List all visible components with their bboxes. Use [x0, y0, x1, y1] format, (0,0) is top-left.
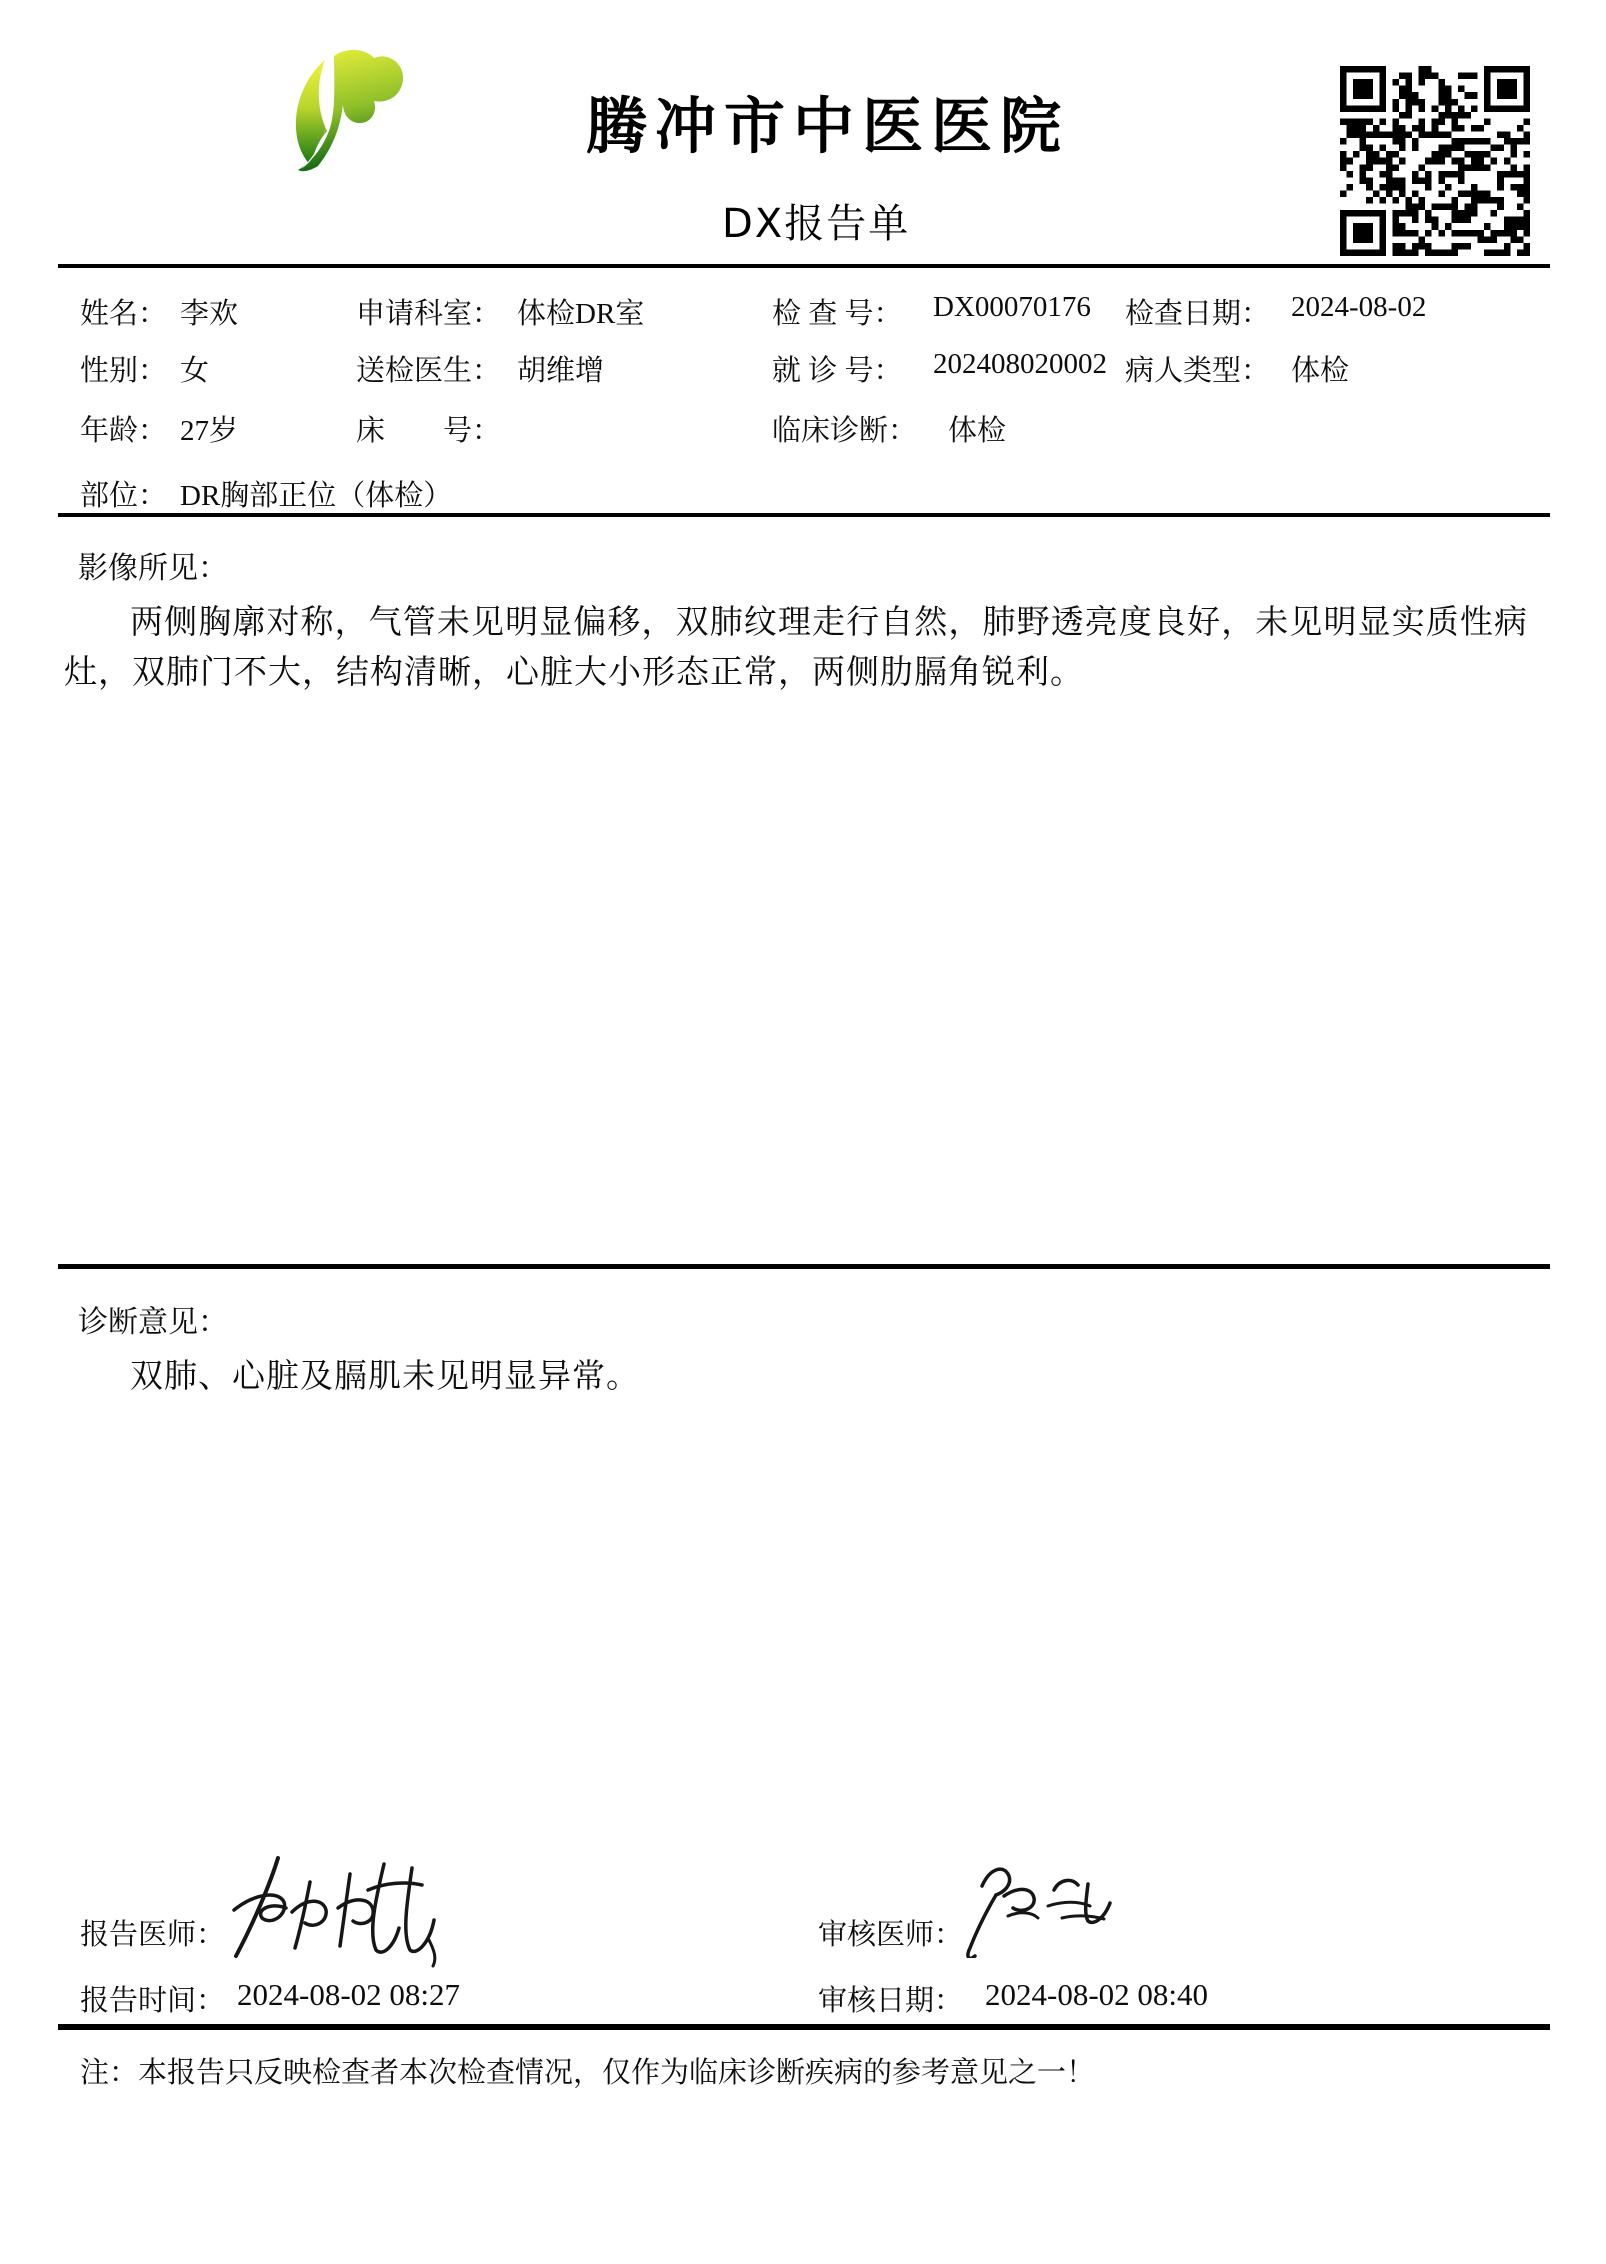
visit-no-value: 202408020002	[933, 348, 1107, 380]
review-doctor-label: 审核医师：	[818, 1919, 964, 1951]
hospital-logo	[270, 48, 412, 174]
clinical-diagnosis-label: 临床诊断：	[772, 415, 918, 447]
patient-info-divider	[58, 513, 1550, 517]
request-dept-label: 申请科室：	[356, 298, 502, 330]
review-date-label: 审核日期：	[818, 1985, 964, 2017]
request-doctor-label: 送检医生：	[356, 355, 502, 387]
clinical-diagnosis-value: 体检	[948, 415, 1007, 447]
findings-body: 两侧胸廓对称，气管未见明显偏移，双肺纹理走行自然，肺野透亮度良好，未见明显实质性病灶，双肺门不大，结构清晰，心脏大小形态正常，两侧肋膈角锐利。	[64, 605, 1528, 691]
body-part-label: 部位：	[80, 480, 168, 512]
review-doctor-signature	[958, 1858, 1138, 1958]
gender-label: 性别：	[80, 355, 168, 387]
body-part-value: DR胸部正位（体检）	[180, 480, 453, 512]
name-value: 李欢	[180, 298, 239, 330]
review-date-value: 2024-08-02 08:40	[985, 1977, 1209, 2012]
age-value: 27岁	[180, 415, 239, 447]
gender-value: 女	[180, 355, 210, 387]
bed-no-label: 床 号：	[356, 415, 502, 447]
report-doctor-label: 报告医师：	[80, 1919, 226, 1951]
diagnosis-body: 双肺、心脏及膈肌未见明显异常。	[130, 1359, 640, 1395]
report-doctor-signature	[226, 1856, 458, 1968]
report-title: DX报告单	[722, 201, 911, 247]
diagnosis-divider	[58, 1264, 1550, 1269]
visit-no-label: 就 诊 号：	[772, 355, 903, 387]
qr-code	[1340, 66, 1530, 256]
request-dept-value: 体检DR室	[517, 298, 645, 330]
age-label: 年龄：	[80, 415, 168, 447]
footer-note: 注：本报告只反映检查者本次检查情况，仅作为临床诊断疾病的参考意见之一！	[80, 2057, 1096, 2089]
patient-type-label: 病人类型：	[1125, 355, 1271, 387]
exam-no-label: 检 查 号：	[772, 298, 903, 330]
report-time-label: 报告时间：	[80, 1985, 226, 2017]
diagnosis-title: 诊断意见：	[78, 1306, 228, 1339]
exam-no-value: DX00070176	[933, 291, 1091, 323]
header-divider	[58, 264, 1550, 268]
report-time-value: 2024-08-02 08:27	[237, 1977, 461, 2012]
request-doctor-value: 胡维增	[517, 355, 605, 387]
findings-title: 影像所见：	[78, 552, 228, 585]
name-label: 姓名：	[80, 298, 168, 330]
note-divider	[58, 2024, 1550, 2030]
hospital-name: 腾冲市中医医院	[586, 91, 1070, 162]
exam-date-value: 2024-08-02	[1291, 291, 1427, 323]
patient-type-value: 体检	[1291, 355, 1350, 387]
exam-date-label: 检查日期：	[1125, 298, 1271, 330]
